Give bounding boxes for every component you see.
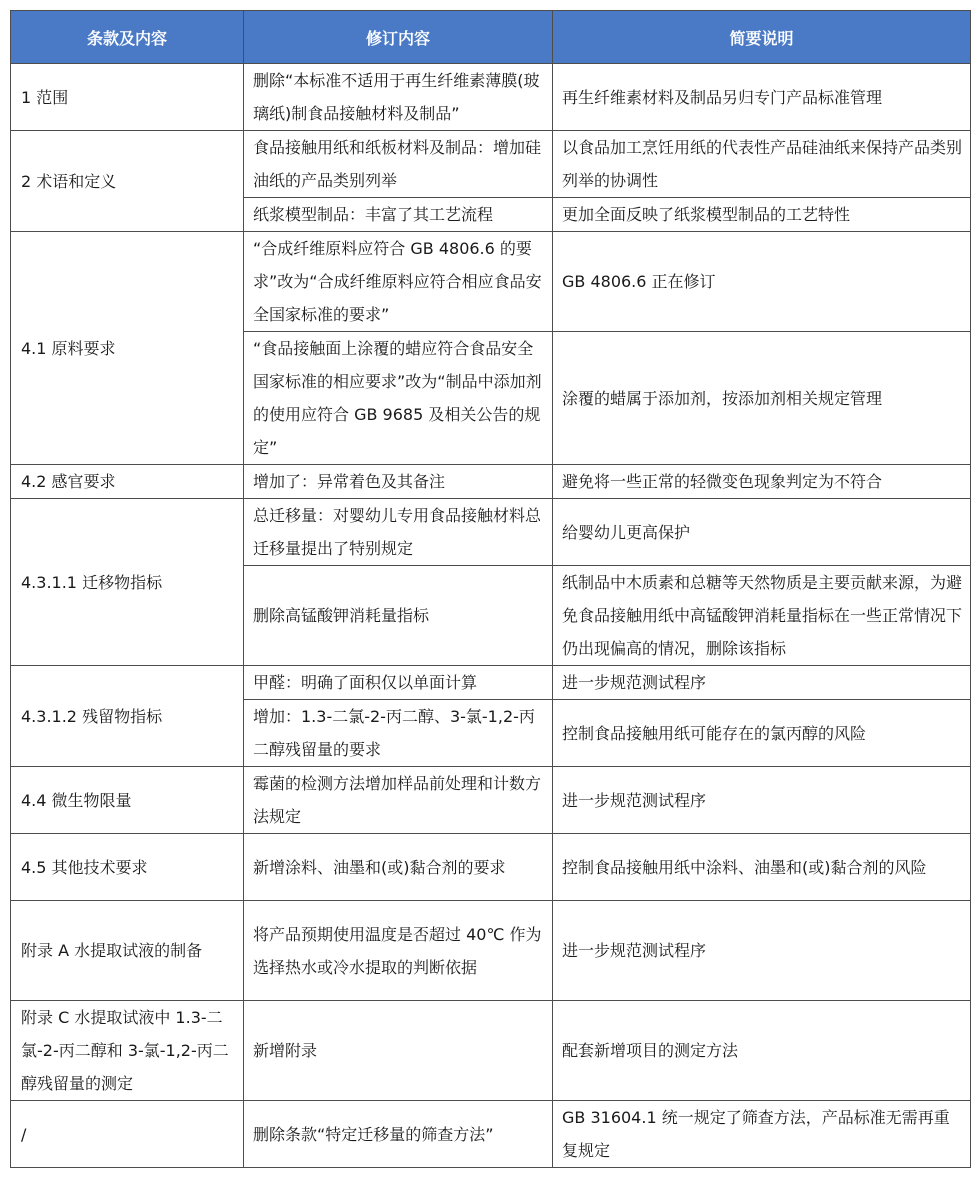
table-row bbox=[11, 767, 971, 834]
note-cell: 涂覆的蜡属于添加剂，按添加剂相关规定管理 bbox=[553, 332, 971, 465]
header-note: 简要说明 bbox=[553, 11, 971, 64]
clause-cell: 1 范围 bbox=[11, 64, 244, 131]
note-cell: 配套新增项目的测定方法 bbox=[553, 1001, 971, 1101]
note-cell: 控制食品接触用纸中涂料、油墨和(或)黏合剂的风险 bbox=[553, 834, 971, 901]
note-cell: GB 31604.1 统一规定了筛查方法，产品标准无需再重复规定 bbox=[553, 1101, 971, 1168]
header-clause: 条款及内容 bbox=[11, 11, 244, 64]
table-row bbox=[11, 834, 971, 901]
clause-cell: 4.2 感官要求 bbox=[11, 465, 244, 499]
revision-cell: 删除“本标准不适用于再生纤维素薄膜(玻璃纸)制食品接触材料及制品” bbox=[244, 64, 553, 131]
table-row bbox=[11, 666, 971, 700]
note-cell: 避免将一些正常的轻微变色现象判定为不符合 bbox=[553, 465, 971, 499]
revision-cell: 霉菌的检测方法增加样品前处理和计数方法规定 bbox=[244, 767, 553, 834]
note-cell: 控制食品接触用纸可能存在的氯丙醇的风险 bbox=[553, 700, 971, 767]
revision-cell: 将产品预期使用温度是否超过 40℃ 作为选择热水或冷水提取的判断依据 bbox=[244, 901, 553, 1001]
note-cell: 进一步规范测试程序 bbox=[553, 901, 971, 1001]
revision-cell: 删除高锰酸钾消耗量指标 bbox=[244, 566, 553, 666]
revision-cell: 纸浆模型制品：丰富了其工艺流程 bbox=[244, 198, 553, 232]
clause-cell: 4.1 原料要求 bbox=[11, 232, 244, 465]
revision-cell: 总迁移量：对婴幼儿专用食品接触材料总迁移量提出了特别规定 bbox=[244, 499, 553, 566]
revision-cell: 甲醛：明确了面积仅以单面计算 bbox=[244, 666, 553, 700]
revision-cell: 食品接触用纸和纸板材料及制品：增加硅油纸的产品类别列举 bbox=[244, 131, 553, 198]
clause-cell: 4.3.1.1 迁移物指标 bbox=[11, 499, 244, 666]
clause-cell: 4.3.1.2 残留物指标 bbox=[11, 666, 244, 767]
clause-cell: / bbox=[11, 1101, 244, 1168]
clause-cell: 4.4 微生物限量 bbox=[11, 767, 244, 834]
note-cell: 再生纤维素材料及制品另归专门产品标准管理 bbox=[553, 64, 971, 131]
table-row bbox=[11, 1101, 971, 1168]
table-row bbox=[11, 64, 971, 131]
clause-cell: 附录 A 水提取试液的制备 bbox=[11, 901, 244, 1001]
table-row bbox=[11, 465, 971, 499]
note-cell: 给婴幼儿更高保护 bbox=[553, 499, 971, 566]
revision-cell: 删除条款“特定迁移量的筛查方法” bbox=[244, 1101, 553, 1168]
revision-table-container bbox=[10, 10, 970, 1168]
note-cell: 纸制品中木质素和总糖等天然物质是主要贡献来源，为避免食品接触用纸中高锰酸钾消耗量指标在一些正常情况下仍出现偏高的情况，删除该指标 bbox=[553, 566, 971, 666]
revision-table bbox=[10, 10, 971, 1168]
revision-cell: 增加：1.3-二氯-2-丙二醇、3-氯-1,2-丙二醇残留量的要求 bbox=[244, 700, 553, 767]
table-row bbox=[11, 499, 971, 566]
note-cell: 进一步规范测试程序 bbox=[553, 767, 971, 834]
revision-cell: 增加了：异常着色及其备注 bbox=[244, 465, 553, 499]
note-cell: 进一步规范测试程序 bbox=[553, 666, 971, 700]
table-row bbox=[11, 131, 971, 198]
table-row bbox=[11, 232, 971, 332]
clause-cell: 2 术语和定义 bbox=[11, 131, 244, 232]
revision-cell: 新增附录 bbox=[244, 1001, 553, 1101]
revision-cell: “合成纤维原料应符合 GB 4806.6 的要求”改为“合成纤维原料应符合相应食品安全国家标准的要求” bbox=[244, 232, 553, 332]
note-cell: 以食品加工烹饪用纸的代表性产品硅油纸来保持产品类别列举的协调性 bbox=[553, 131, 971, 198]
revision-cell: “食品接触面上涂覆的蜡应符合食品安全国家标准的相应要求”改为“制品中添加剂的使用应符合 GB 9685 及相关公告的规定” bbox=[244, 332, 553, 465]
revision-cell: 新增涂料、油墨和(或)黏合剂的要求 bbox=[244, 834, 553, 901]
clause-cell: 4.5 其他技术要求 bbox=[11, 834, 244, 901]
table-row bbox=[11, 901, 971, 1001]
note-cell: 更加全面反映了纸浆模型制品的工艺特性 bbox=[553, 198, 971, 232]
clause-cell: 附录 C 水提取试液中 1.3-二氯-2-丙二醇和 3-氯-1,2-丙二醇残留量的测定 bbox=[11, 1001, 244, 1101]
header-revision: 修订内容 bbox=[244, 11, 553, 64]
table-row bbox=[11, 1001, 971, 1101]
table-header-row bbox=[11, 11, 971, 64]
note-cell: GB 4806.6 正在修订 bbox=[553, 232, 971, 332]
